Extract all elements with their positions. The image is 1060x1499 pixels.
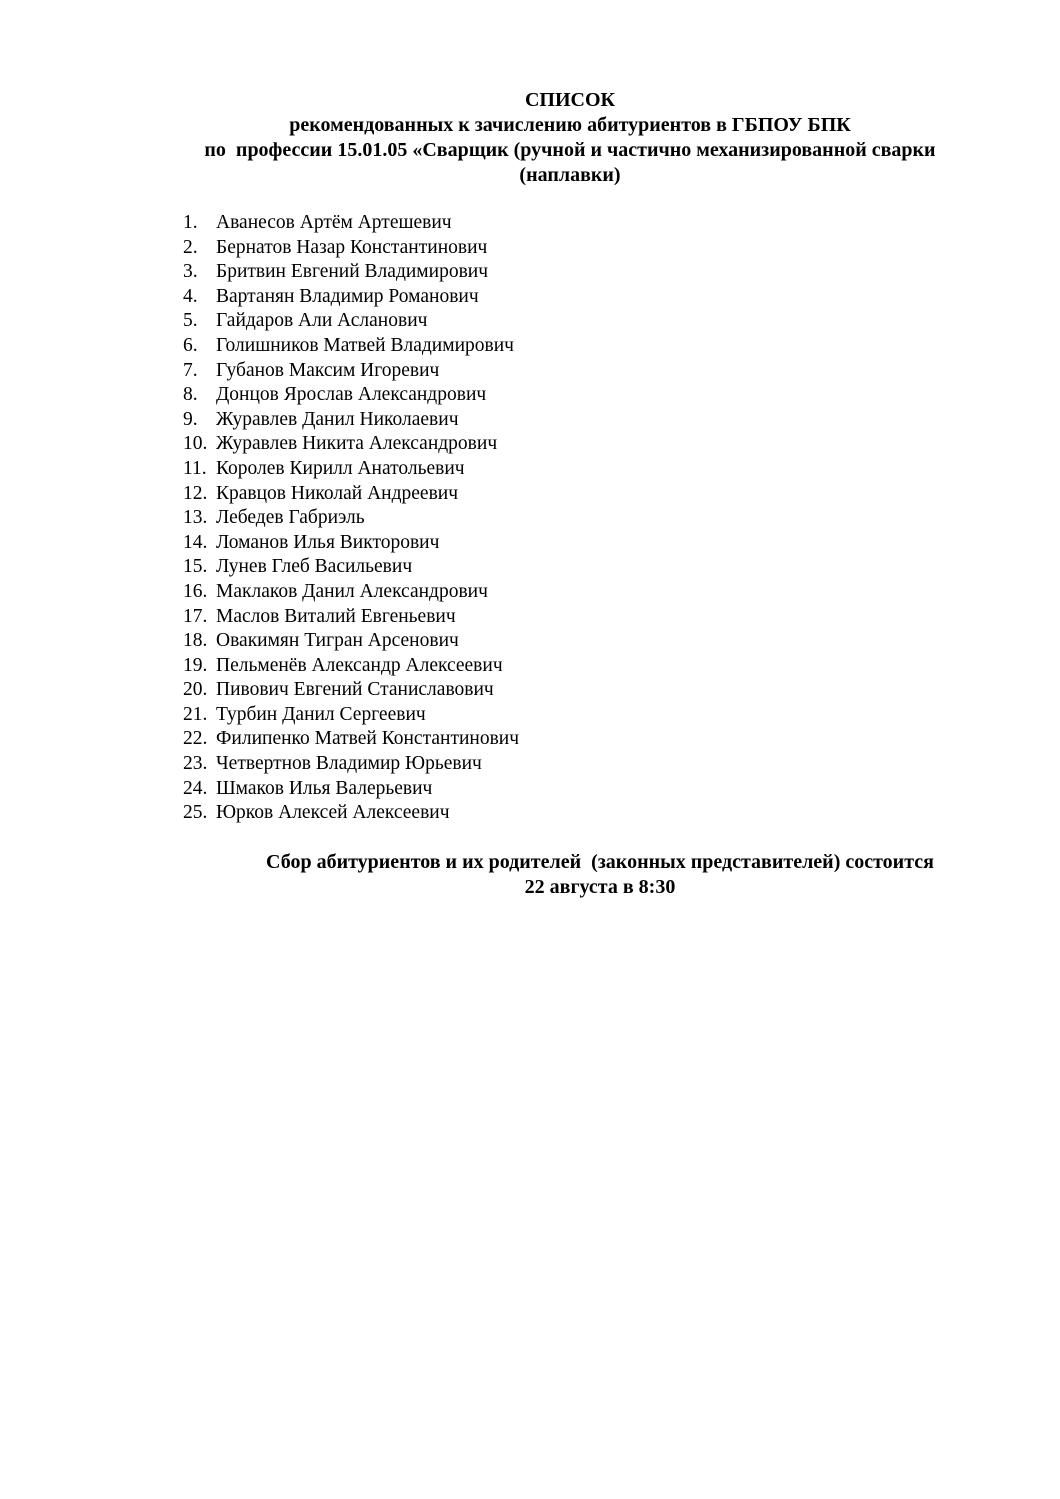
- applicant-name: Лебедев Габриэль: [216, 507, 365, 529]
- applicant-name: Филипенко Матвей Константинович: [216, 728, 520, 750]
- list-item-number: 8.: [183, 384, 198, 406]
- applicant-name: Журавлев Данил Николаевич: [216, 408, 459, 430]
- list-item: [183, 703, 519, 728]
- list-item-number: 5.: [183, 310, 198, 332]
- list-item-number: 14.: [183, 531, 208, 553]
- list-item: [183, 531, 519, 556]
- list-item: [183, 432, 519, 457]
- list-item-number: 4.: [183, 285, 198, 307]
- document-subtitle: рекомендованных к зачислению абитуриентов в ГБПОУ БПК: [289, 114, 851, 136]
- applicant-name: Маслов Виталий Евгеньевич: [216, 605, 456, 627]
- list-item: [183, 236, 519, 261]
- applicant-name: Маклаков Данил Александрович: [216, 580, 488, 602]
- profession-line: по профессии 15.01.05 «Сварщик (ручной и частично механизированной сварки: [204, 139, 936, 161]
- list-item: [183, 211, 519, 236]
- list-item-number: 24.: [183, 777, 208, 799]
- applicant-name: Ломанов Илья Викторович: [216, 531, 440, 553]
- list-item-number: 13.: [183, 507, 208, 529]
- applicant-name: Овакимян Тигран Арсенович: [216, 630, 459, 652]
- list-item: [183, 678, 519, 703]
- list-item-number: 17.: [183, 605, 208, 627]
- list-item: [183, 555, 519, 580]
- list-item-number: 21.: [183, 703, 208, 725]
- document-title: СПИСОК: [524, 89, 616, 111]
- list-item: [183, 605, 519, 630]
- applicant-name: Губанов Максим Игоревич: [216, 359, 440, 381]
- list-item: [183, 408, 519, 433]
- meeting-notice: [230, 850, 970, 900]
- list-item-number: 1.: [183, 212, 198, 233]
- list-item: [183, 629, 519, 654]
- list-item-number: 11.: [183, 457, 207, 479]
- applicant-name: Гайдаров Али Асланович: [216, 310, 428, 332]
- applicant-name: Бернатов Назар Константинович: [216, 236, 488, 258]
- applicant-name: Четвертнов Владимир Юрьевич: [216, 753, 482, 775]
- document-header: [170, 88, 970, 188]
- list-item-number: 15.: [183, 556, 208, 578]
- list-item-number: 18.: [183, 630, 208, 652]
- list-item-number: 23.: [183, 753, 208, 775]
- profession-line-2: (наплавки): [519, 164, 621, 186]
- list-item: [183, 801, 519, 826]
- list-item: [183, 309, 519, 334]
- list-item: [183, 383, 519, 408]
- list-item-number: 3.: [183, 261, 198, 283]
- applicant-list: [183, 211, 519, 826]
- list-item-number: 7.: [183, 359, 198, 381]
- list-item: [183, 727, 519, 752]
- list-item: [183, 359, 519, 384]
- applicant-name: Вартанян Владимир Романович: [216, 285, 479, 307]
- list-item-number: 19.: [183, 654, 208, 676]
- list-item: [183, 654, 519, 679]
- list-item: [183, 506, 519, 531]
- applicant-name: Бритвин Евгений Владимирович: [216, 261, 489, 283]
- applicant-name: Журавлев Никита Александрович: [216, 433, 498, 455]
- list-item: [183, 457, 519, 482]
- list-item: [183, 752, 519, 777]
- applicant-name: Королев Кирилл Анатольевич: [216, 457, 465, 479]
- list-item-number: 12.: [183, 482, 208, 504]
- applicant-name: Турбин Данил Сергеевич: [216, 703, 426, 725]
- applicant-name: Голишников Матвей Владимирович: [216, 334, 514, 356]
- list-item-number: 9.: [183, 408, 198, 430]
- meeting-date: 22 августа в 8:30: [524, 876, 676, 898]
- list-item: [183, 334, 519, 359]
- list-item: [183, 285, 519, 310]
- list-item: [183, 482, 519, 507]
- applicant-name: Кравцов Николай Андреевич: [216, 482, 459, 504]
- list-item-number: 6.: [183, 334, 198, 356]
- list-item: [183, 260, 519, 285]
- applicant-name: Пивович Евгений Станиславович: [216, 679, 494, 701]
- applicant-name: Юрков Алексей Алексеевич: [216, 802, 450, 824]
- applicant-name: Пельменёв Александр Алексеевич: [216, 654, 503, 676]
- applicant-name: Аванесов Артём Артешевич: [216, 212, 452, 233]
- applicant-name: Лунев Глеб Васильевич: [216, 556, 413, 578]
- list-item: [183, 580, 519, 605]
- list-item-number: 16.: [183, 580, 208, 602]
- applicant-name: Шмаков Илья Валерьевич: [216, 777, 433, 799]
- list-item-number: 25.: [183, 802, 208, 824]
- list-item-number: 2.: [183, 236, 198, 258]
- meeting-notice-text: Сбор абитуриентов и их родителей (законных представителей) состоится: [266, 851, 934, 873]
- list-item-number: 10.: [183, 433, 208, 455]
- list-item-number: 22.: [183, 728, 208, 750]
- list-item-number: 20.: [183, 679, 208, 701]
- list-item: [183, 777, 519, 802]
- applicant-name: Донцов Ярослав Александрович: [216, 384, 487, 406]
